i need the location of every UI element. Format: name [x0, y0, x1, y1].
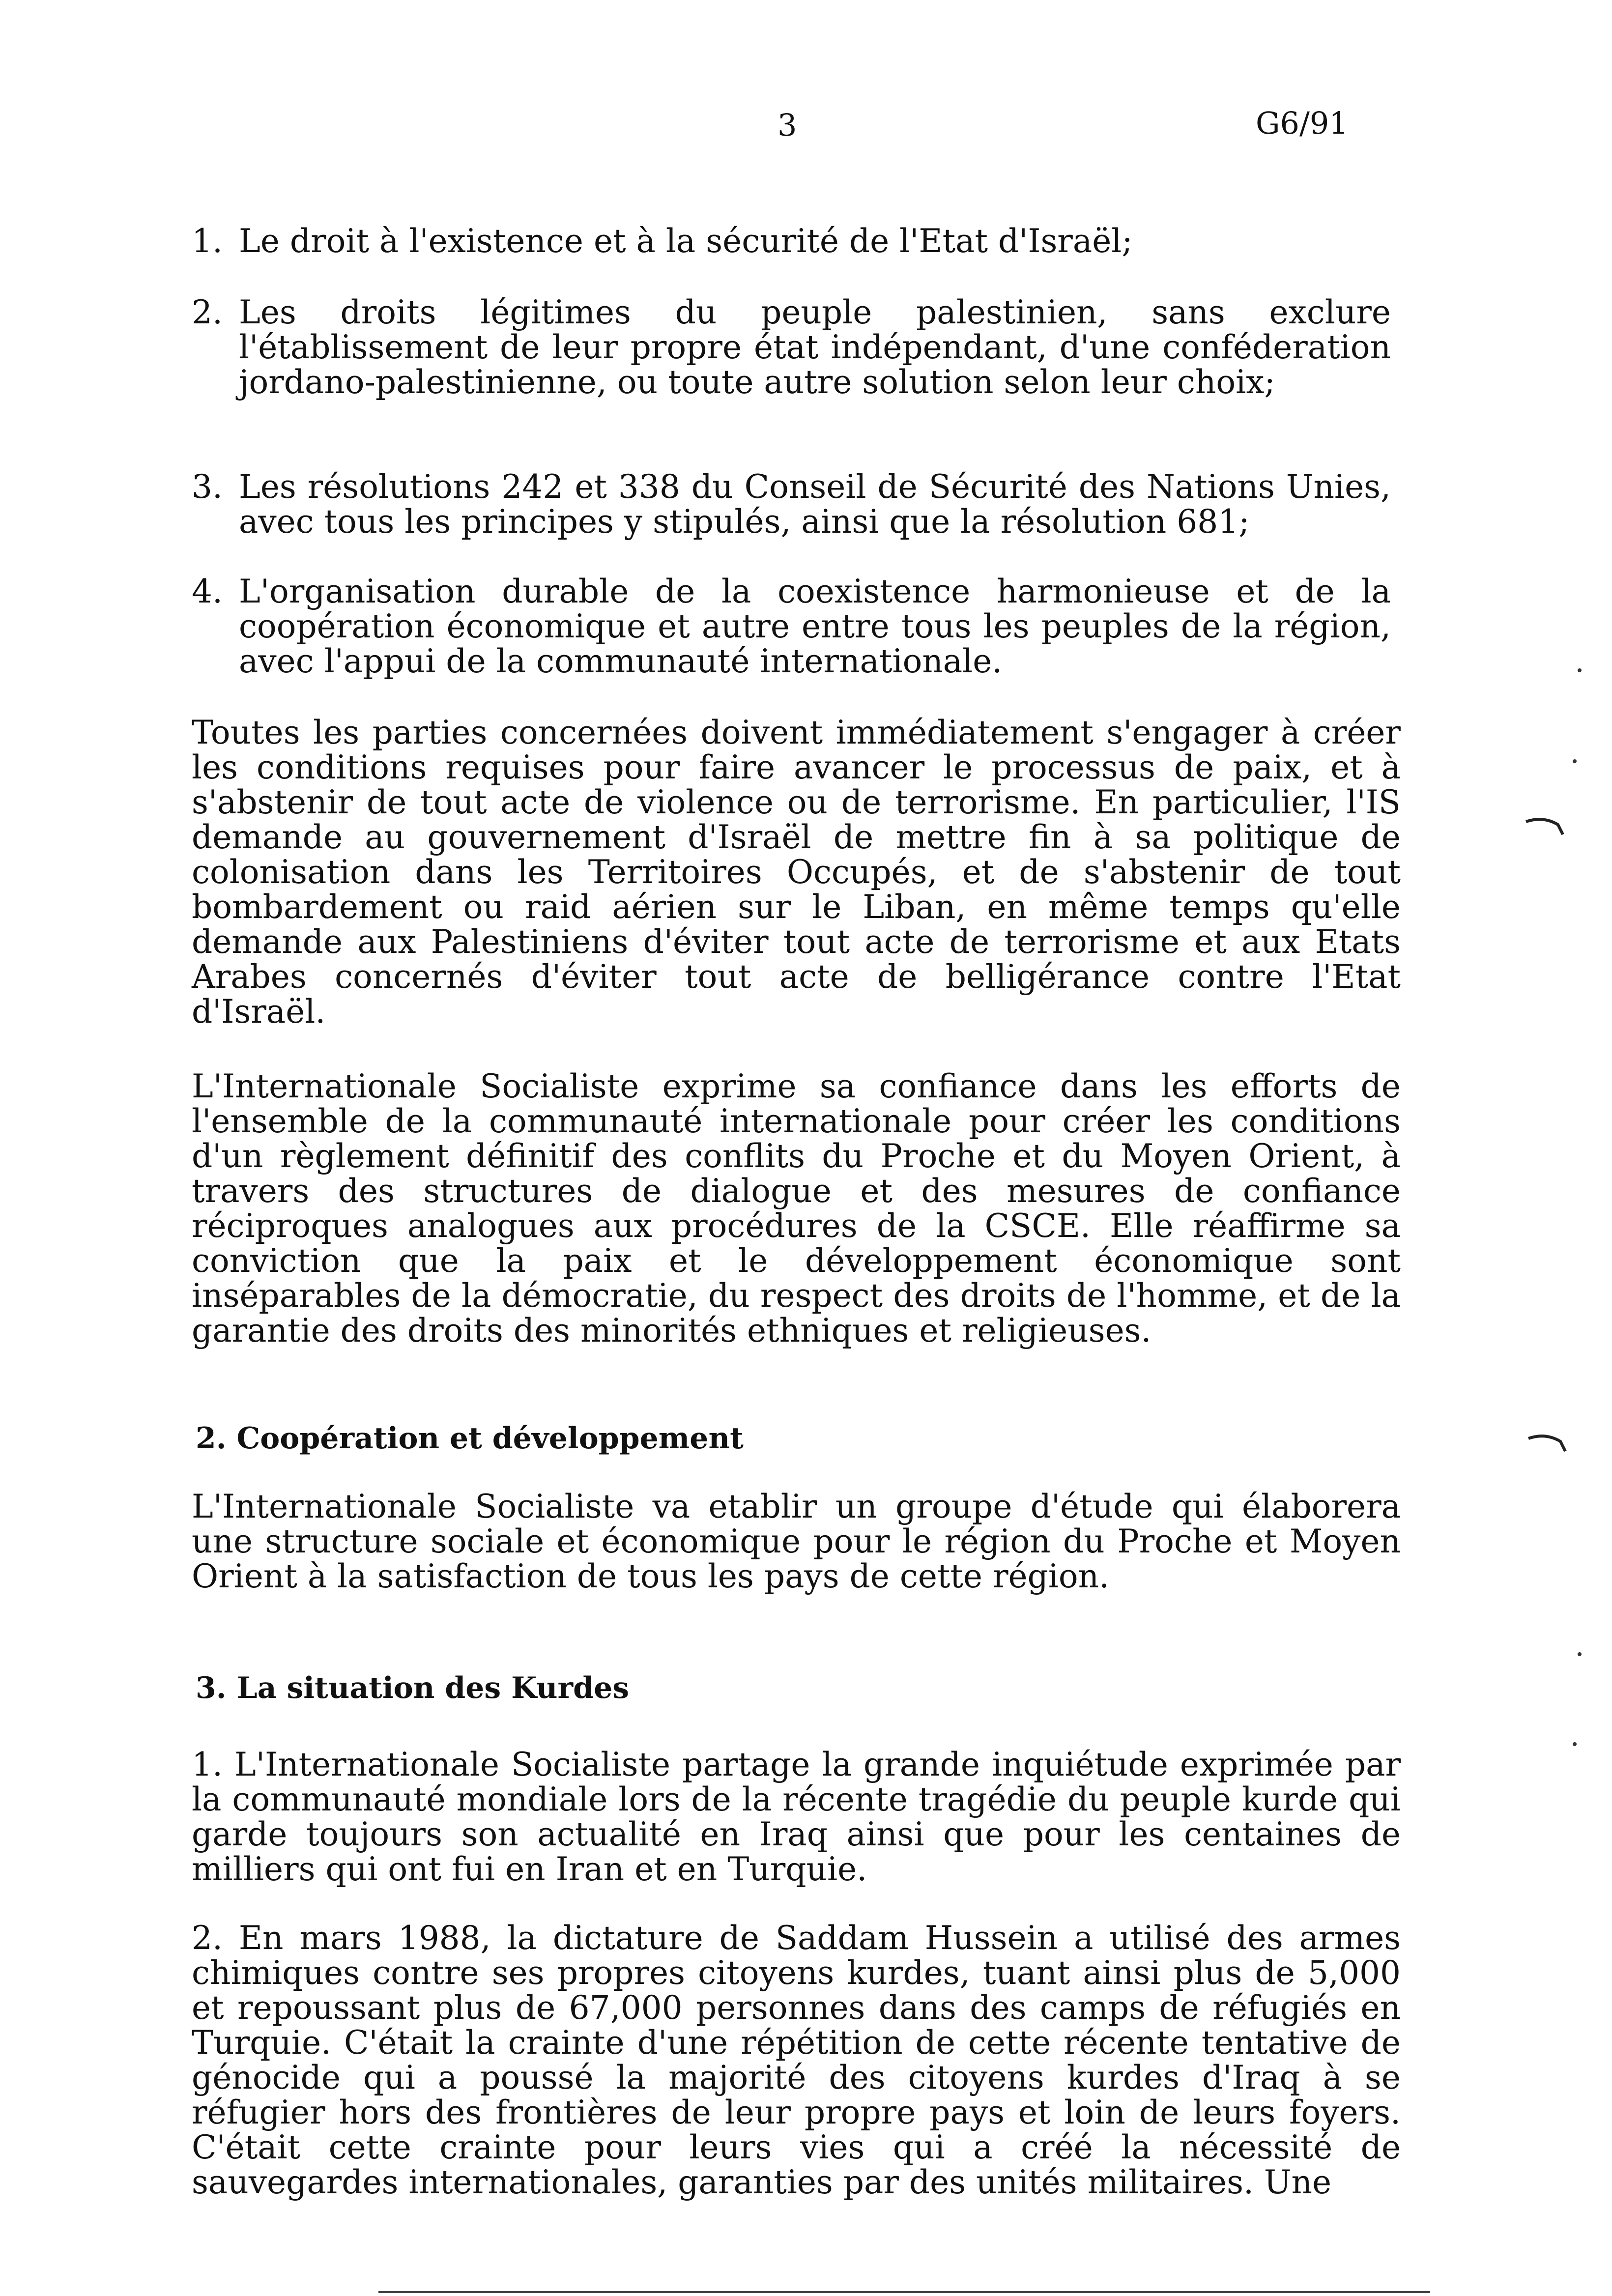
scan-speck [1578, 668, 1582, 672]
section-heading-kurdes: 3. La situation des Kurdes [196, 1671, 630, 1705]
paragraph-cooperation: L'Internationale Socialiste va etablir un groupe d'étude qui élaborera une structure sociale et économique pour le région du Proche et Moyen Orient à la satisfaction de tous les pays de cette région. [192, 1488, 1401, 1595]
bottom-edge-line [378, 2291, 1430, 2293]
principle-text: Les résolutions 242 et 338 du Conseil de Sécurité des Nations Unies, avec tous les principes y stipulés, ainsi que la résolution 681; [239, 468, 1391, 541]
margin-binding-mark [1526, 1433, 1570, 1452]
principle-number: 3. [192, 468, 223, 506]
page-number: 3 [777, 107, 797, 143]
principle-item-3 [192, 469, 1391, 539]
principle-item-1 [192, 224, 1391, 258]
paragraph-kurdes-1: 1. L'Internationale Socialiste partage la grande inquiétude exprimée par la communauté mondiale lors de la récente tragédie du peuple kurde qui garde toujours son actualité en Iraq ainsi que pour les centaines de milliers qui ont fui en Iran et en Turquie. [192, 1746, 1401, 1888]
margin-binding-mark [1524, 816, 1568, 835]
principle-number: 4. [192, 573, 223, 610]
principle-text: L'organisation durable de la coexistence harmonieuse et de la coopération économique et autre entre tous les peuples de la région, avec l'appui de la communauté internationale. [239, 573, 1391, 680]
section-heading-cooperation: 2. Coopération et développement [196, 1421, 744, 1456]
scan-speck [1573, 759, 1577, 763]
paragraph-confiance: L'Internationale Socialiste exprime sa confiance dans les efforts de l'ensemble de la communauté internationale pour créer les conditions d'un règlement définitif des conflits du Proche et du Moyen Orient, à travers des structures de dialogue et des mesures de confiance réciproques analogues aux procédures de la CSCE. Elle réaffirme sa conviction que la paix et le développement économique sont inséparables de la démocratie, du respect des droits de l'homme, et de la garantie des droits des minorités ethniques et religieuses. [192, 1067, 1401, 1349]
principle-item-2 [192, 295, 1391, 400]
principle-text: Les droits légitimes du peuple palestinien, sans exclure l'établissement de leur propre état indépendant, d'une conféderation jordano-palestinienne, ou toute autre solution selon leur choix; [239, 293, 1391, 401]
paragraph-kurdes-2: 2. En mars 1988, la dictature de Saddam Hussein a utilisé des armes chimiques contre ses propres citoyens kurdes, tuant ainsi plus de 5,000 et repoussant plus de 67,000 personnes dans des camps de réfugiés en Turquie. C'était la crainte d'une répétition de cette récente tentative de génocide qui a poussé la majorité des citoyens kurdes d'Iraq à se réfugier hors des frontières de leur propre pays et loin de leurs foyers. C'était cette crainte pour leurs vies qui a créé la nécessité de sauvegardes internationales, garanties par des unités militaires. Une [192, 1919, 1401, 2201]
paragraph-parties-concernees: Toutes les parties concernées doivent immédiatement s'engager à créer les conditions requises pour faire avancer le processus de paix, et à s'abstenir de tout acte de violence ou de terrorisme. En particulier, l'IS demande au gouvernement d'Israël de mettre fin à sa politique de colonisation dans les Territoires Occupés, et de s'abstenir de tout bombardement ou raid aérien sur le Liban, en même temps qu'elle demande aux Palestiniens d'éviter tout acte de terrorisme et aux Etats Arabes concernés d'éviter tout acte de belligérance contre l'Etat d'Israël. [192, 714, 1401, 1031]
document-reference: G6/91 [1256, 105, 1349, 141]
principle-number: 1. [192, 222, 223, 260]
principle-item-4 [192, 574, 1391, 679]
principle-text: Le droit à l'existence et à la sécurité de l'Etat d'Israël; [239, 222, 1133, 260]
scan-speck [1578, 1652, 1582, 1656]
scan-speck [1573, 1742, 1577, 1746]
principle-number: 2. [192, 293, 223, 331]
